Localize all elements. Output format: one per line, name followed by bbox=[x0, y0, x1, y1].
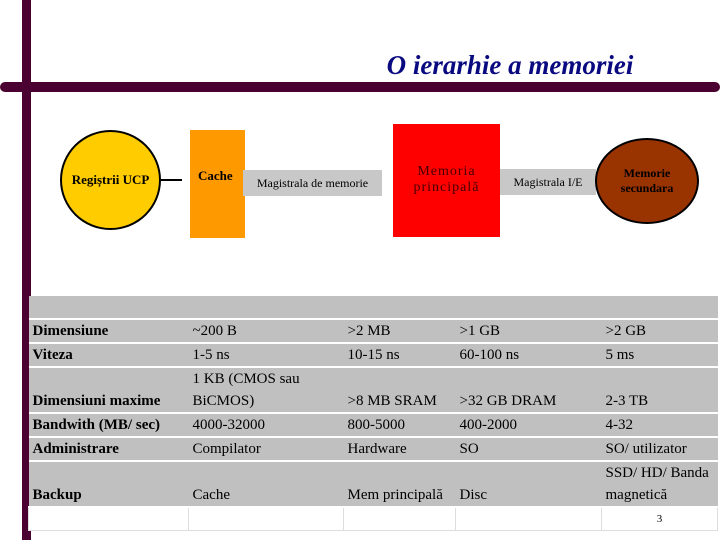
table-cell: 5 ms bbox=[602, 343, 718, 367]
table-cell: 60-100 ns bbox=[456, 343, 602, 367]
table-row bbox=[29, 461, 718, 507]
table-cell: SO/ utilizator bbox=[602, 437, 718, 461]
registers-circle bbox=[60, 130, 161, 230]
row-label: Dimensiuni maxime bbox=[29, 367, 189, 413]
row-label: Viteza bbox=[29, 343, 189, 367]
main-memory-label: Memoria principală bbox=[413, 164, 480, 195]
table-cell: Cache bbox=[189, 461, 344, 507]
table-cell: 1-5 ns bbox=[189, 343, 344, 367]
table-cell: >32 GB DRAM bbox=[456, 367, 602, 413]
io-bus: Magistrala I/E bbox=[500, 169, 596, 195]
secondary-memory-circle bbox=[595, 138, 699, 224]
horizontal-accent-bar bbox=[0, 82, 720, 92]
memory-comparison-table bbox=[28, 296, 718, 531]
secondary-memory-label: Memorie secundara bbox=[620, 166, 674, 195]
table-cell: 800-5000 bbox=[344, 413, 456, 437]
memory-bus: Magistrala de memorie bbox=[243, 170, 382, 196]
page-number: 3 bbox=[602, 507, 718, 531]
table-header-row bbox=[29, 296, 718, 319]
empty-cell bbox=[189, 507, 344, 531]
empty-cell bbox=[29, 507, 189, 531]
table-cell: >2 GB bbox=[602, 319, 718, 343]
row-label: Backup bbox=[29, 461, 189, 507]
empty-cell bbox=[456, 507, 602, 531]
table-footer-row bbox=[29, 507, 718, 531]
table-cell: SO bbox=[456, 437, 602, 461]
table-cell: >2 MB bbox=[344, 319, 456, 343]
table-row bbox=[29, 413, 718, 437]
table-cell: 400-2000 bbox=[456, 413, 602, 437]
table-cell: 4-32 bbox=[602, 413, 718, 437]
row-label: Bandwith (MB/ sec) bbox=[29, 413, 189, 437]
empty-cell bbox=[344, 507, 456, 531]
main-memory-block bbox=[393, 124, 500, 237]
table-row bbox=[29, 437, 718, 461]
table-cell: ~200 B bbox=[189, 319, 344, 343]
row-label: Administrare bbox=[29, 437, 189, 461]
table-cell: 2-3 TB bbox=[602, 367, 718, 413]
table-cell: Disc bbox=[456, 461, 602, 507]
cache-block bbox=[190, 130, 245, 238]
table-cell: >1 GB bbox=[456, 319, 602, 343]
table-row bbox=[29, 343, 718, 367]
table-cell: Compilator bbox=[189, 437, 344, 461]
table-row bbox=[29, 367, 718, 413]
table-cell: >8 MB SRAM bbox=[344, 367, 456, 413]
table-cell: 4000-32000 bbox=[189, 413, 344, 437]
connector-line bbox=[161, 179, 182, 181]
table-cell: 1 KB (CMOS sau BiCMOS) bbox=[189, 367, 344, 413]
table-cell: 10-15 ns bbox=[344, 343, 456, 367]
registers-label: Regiștrii UCP bbox=[71, 172, 150, 187]
table-cell: SSD/ HD/ Banda magnetică bbox=[602, 461, 718, 507]
row-label: Dimensiune bbox=[29, 319, 189, 343]
table-row bbox=[29, 319, 718, 343]
slide-title: O ierarhie a memoriei bbox=[386, 50, 634, 80]
table-cell: Mem principală bbox=[344, 461, 456, 507]
cache-label: Cache bbox=[198, 168, 233, 183]
table-cell: Hardware bbox=[344, 437, 456, 461]
